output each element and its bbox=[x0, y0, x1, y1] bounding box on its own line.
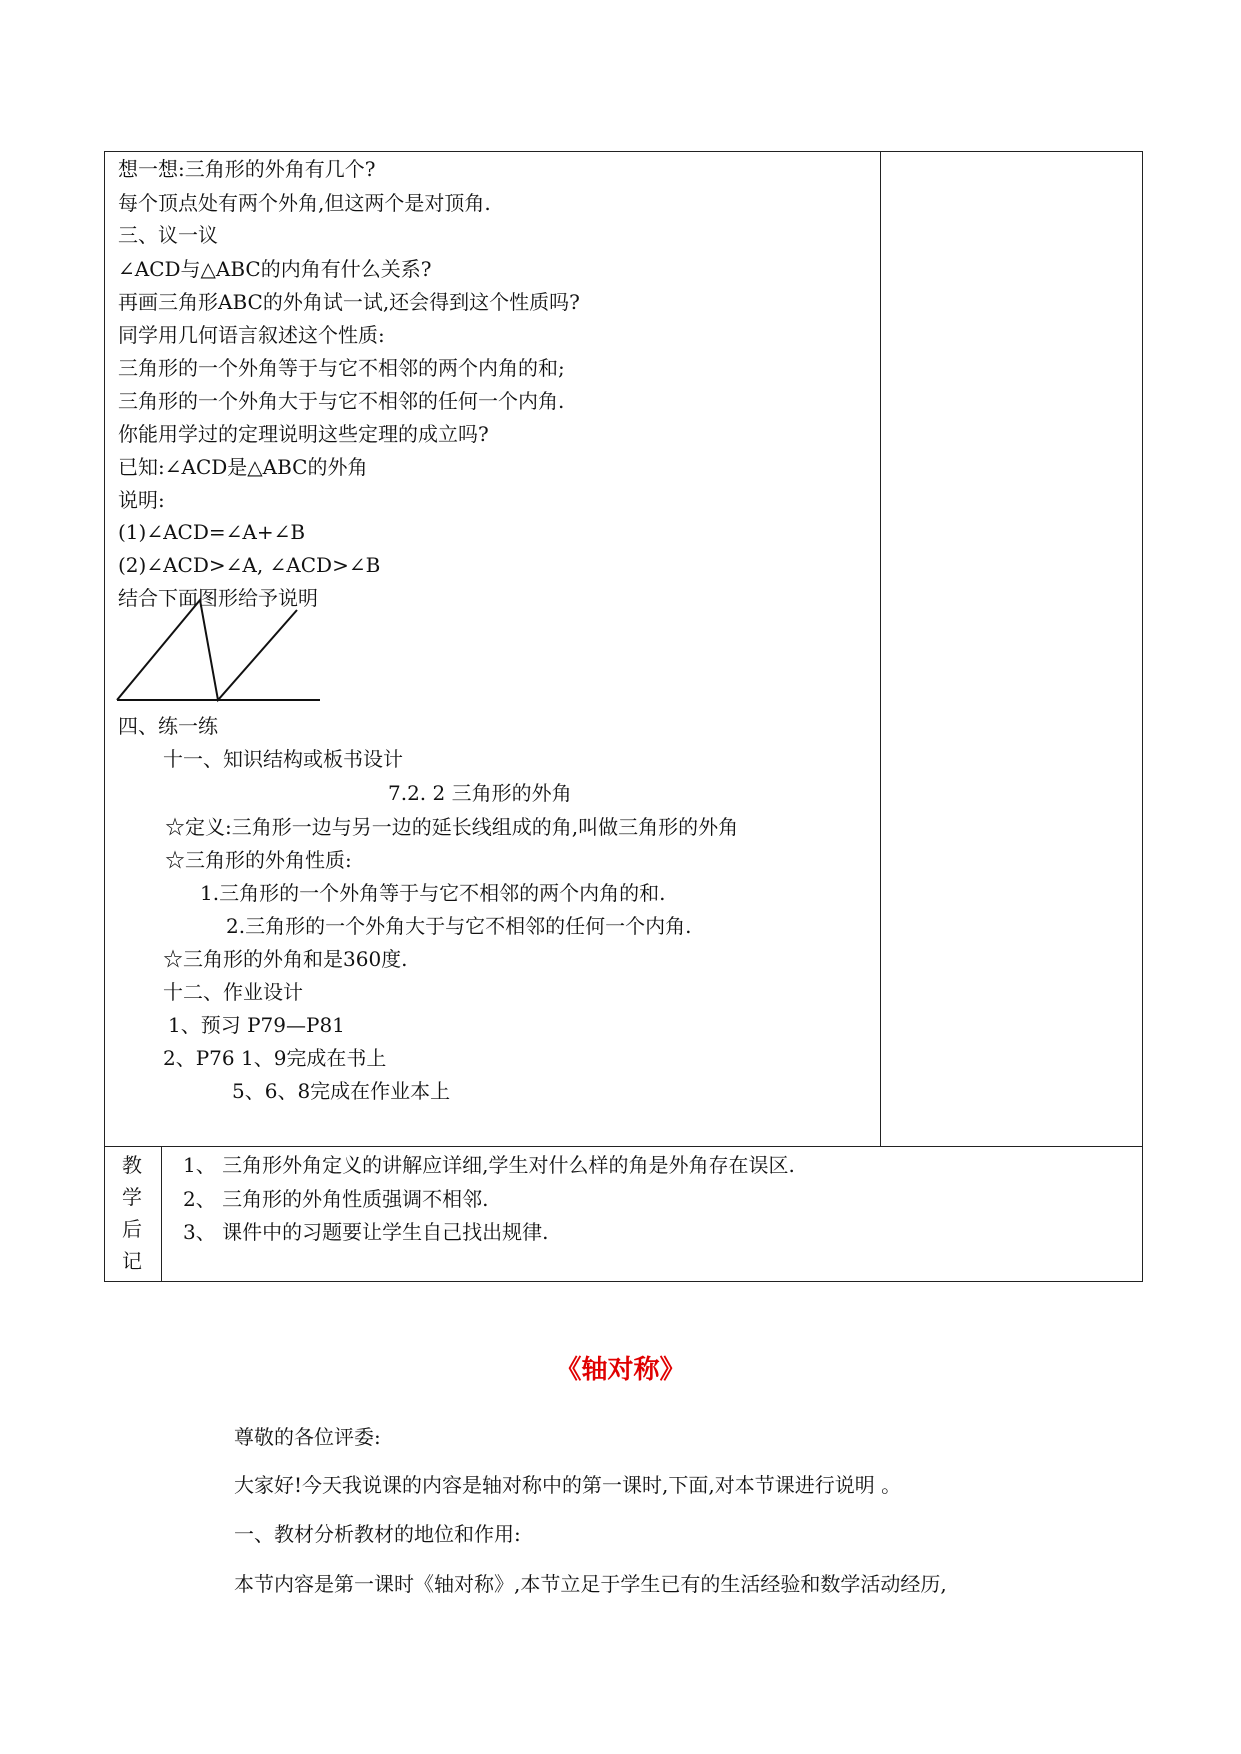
lesson-table bbox=[104, 151, 1143, 1282]
lesson-line: 1、预习 P79—P81 bbox=[168, 1013, 345, 1037]
reflection-item: 1、 三角形外角定义的讲解应详细,学生对什么样的角是外角存在误区. bbox=[183, 1153, 795, 1177]
lesson-line: 十二、作业设计 bbox=[163, 980, 303, 1004]
section-paragraph: 尊敬的各位评委: bbox=[234, 1425, 381, 1449]
lesson-line: 四、练一练 bbox=[118, 714, 218, 738]
section-paragraph: 大家好!今天我说课的内容是轴对称中的第一课时,下面,对本节课进行说明 。 bbox=[234, 1473, 902, 1497]
lesson-line: ☆三角形的外角和是360度. bbox=[163, 947, 408, 971]
lesson-line: ∠ACD与△ABC的内角有什么关系? bbox=[118, 257, 432, 281]
lesson-line: 2、P76 1、9完成在书上 bbox=[163, 1046, 387, 1070]
lesson-line: 2.三角形的一个外角大于与它不相邻的任何一个内角. bbox=[226, 914, 692, 938]
table-column-divider bbox=[880, 151, 881, 1146]
reflection-label: 学 bbox=[122, 1185, 142, 1209]
section-paragraph: 本节内容是第一课时《轴对称》,本节立足于学生已有的生活经验和数学活动经历, bbox=[234, 1572, 947, 1596]
lesson-line: 同学用几何语言叙述这个性质: bbox=[118, 323, 385, 347]
lesson-line: 想一想:三角形的外角有几个? bbox=[118, 157, 376, 181]
reflection-item: 3、 课件中的习题要让学生自己找出规律. bbox=[183, 1220, 549, 1244]
table-row-divider bbox=[104, 1146, 1143, 1147]
lesson-line: 每个顶点处有两个外角,但这两个是对顶角. bbox=[118, 191, 491, 215]
lesson-line: 三角形的一个外角大于与它不相邻的任何一个内角. bbox=[118, 389, 565, 413]
lesson-line: 再画三角形ABC的外角试一试,还会得到这个性质吗? bbox=[118, 290, 580, 314]
section-title: 《轴对称》 bbox=[555, 1355, 686, 1385]
lesson-line: 十一、知识结构或板书设计 bbox=[163, 747, 403, 771]
reflection-label-divider bbox=[161, 1146, 162, 1282]
exterior-angle-figure bbox=[112, 590, 327, 705]
reflection-label: 后 bbox=[122, 1217, 142, 1241]
lesson-line: 你能用学过的定理说明这些定理的成立吗? bbox=[118, 422, 489, 446]
lesson-line: 说明: bbox=[118, 488, 165, 512]
lesson-line: 三角形的一个外角等于与它不相邻的两个内角的和; bbox=[118, 356, 565, 380]
reflection-label: 教 bbox=[122, 1153, 142, 1177]
section-paragraph: 一、教材分析教材的地位和作用: bbox=[234, 1522, 521, 1546]
reflection-label: 记 bbox=[122, 1249, 142, 1273]
lesson-line: (1)∠ACD=∠A+∠B bbox=[118, 520, 306, 544]
board-title: 7.2. 2 三角形的外角 bbox=[388, 781, 572, 805]
lesson-line: (2)∠ACD>∠A, ∠ACD>∠B bbox=[118, 553, 381, 577]
lesson-line: 已知:∠ACD是△ABC的外角 bbox=[118, 455, 368, 479]
lesson-line: ☆三角形的外角性质: bbox=[165, 848, 352, 872]
lesson-line: 1.三角形的一个外角等于与它不相邻的两个内角的和. bbox=[200, 881, 666, 905]
lesson-line: 三、议一议 bbox=[118, 223, 218, 247]
lesson-line: ☆定义:三角形一边与另一边的延长线组成的角,叫做三角形的外角 bbox=[165, 815, 739, 839]
reflection-item: 2、 三角形的外角性质强调不相邻. bbox=[183, 1187, 489, 1211]
lesson-line: 5、6、8完成在作业本上 bbox=[232, 1079, 451, 1103]
lesson-line: 结合下面图形给予说明 bbox=[118, 586, 318, 610]
